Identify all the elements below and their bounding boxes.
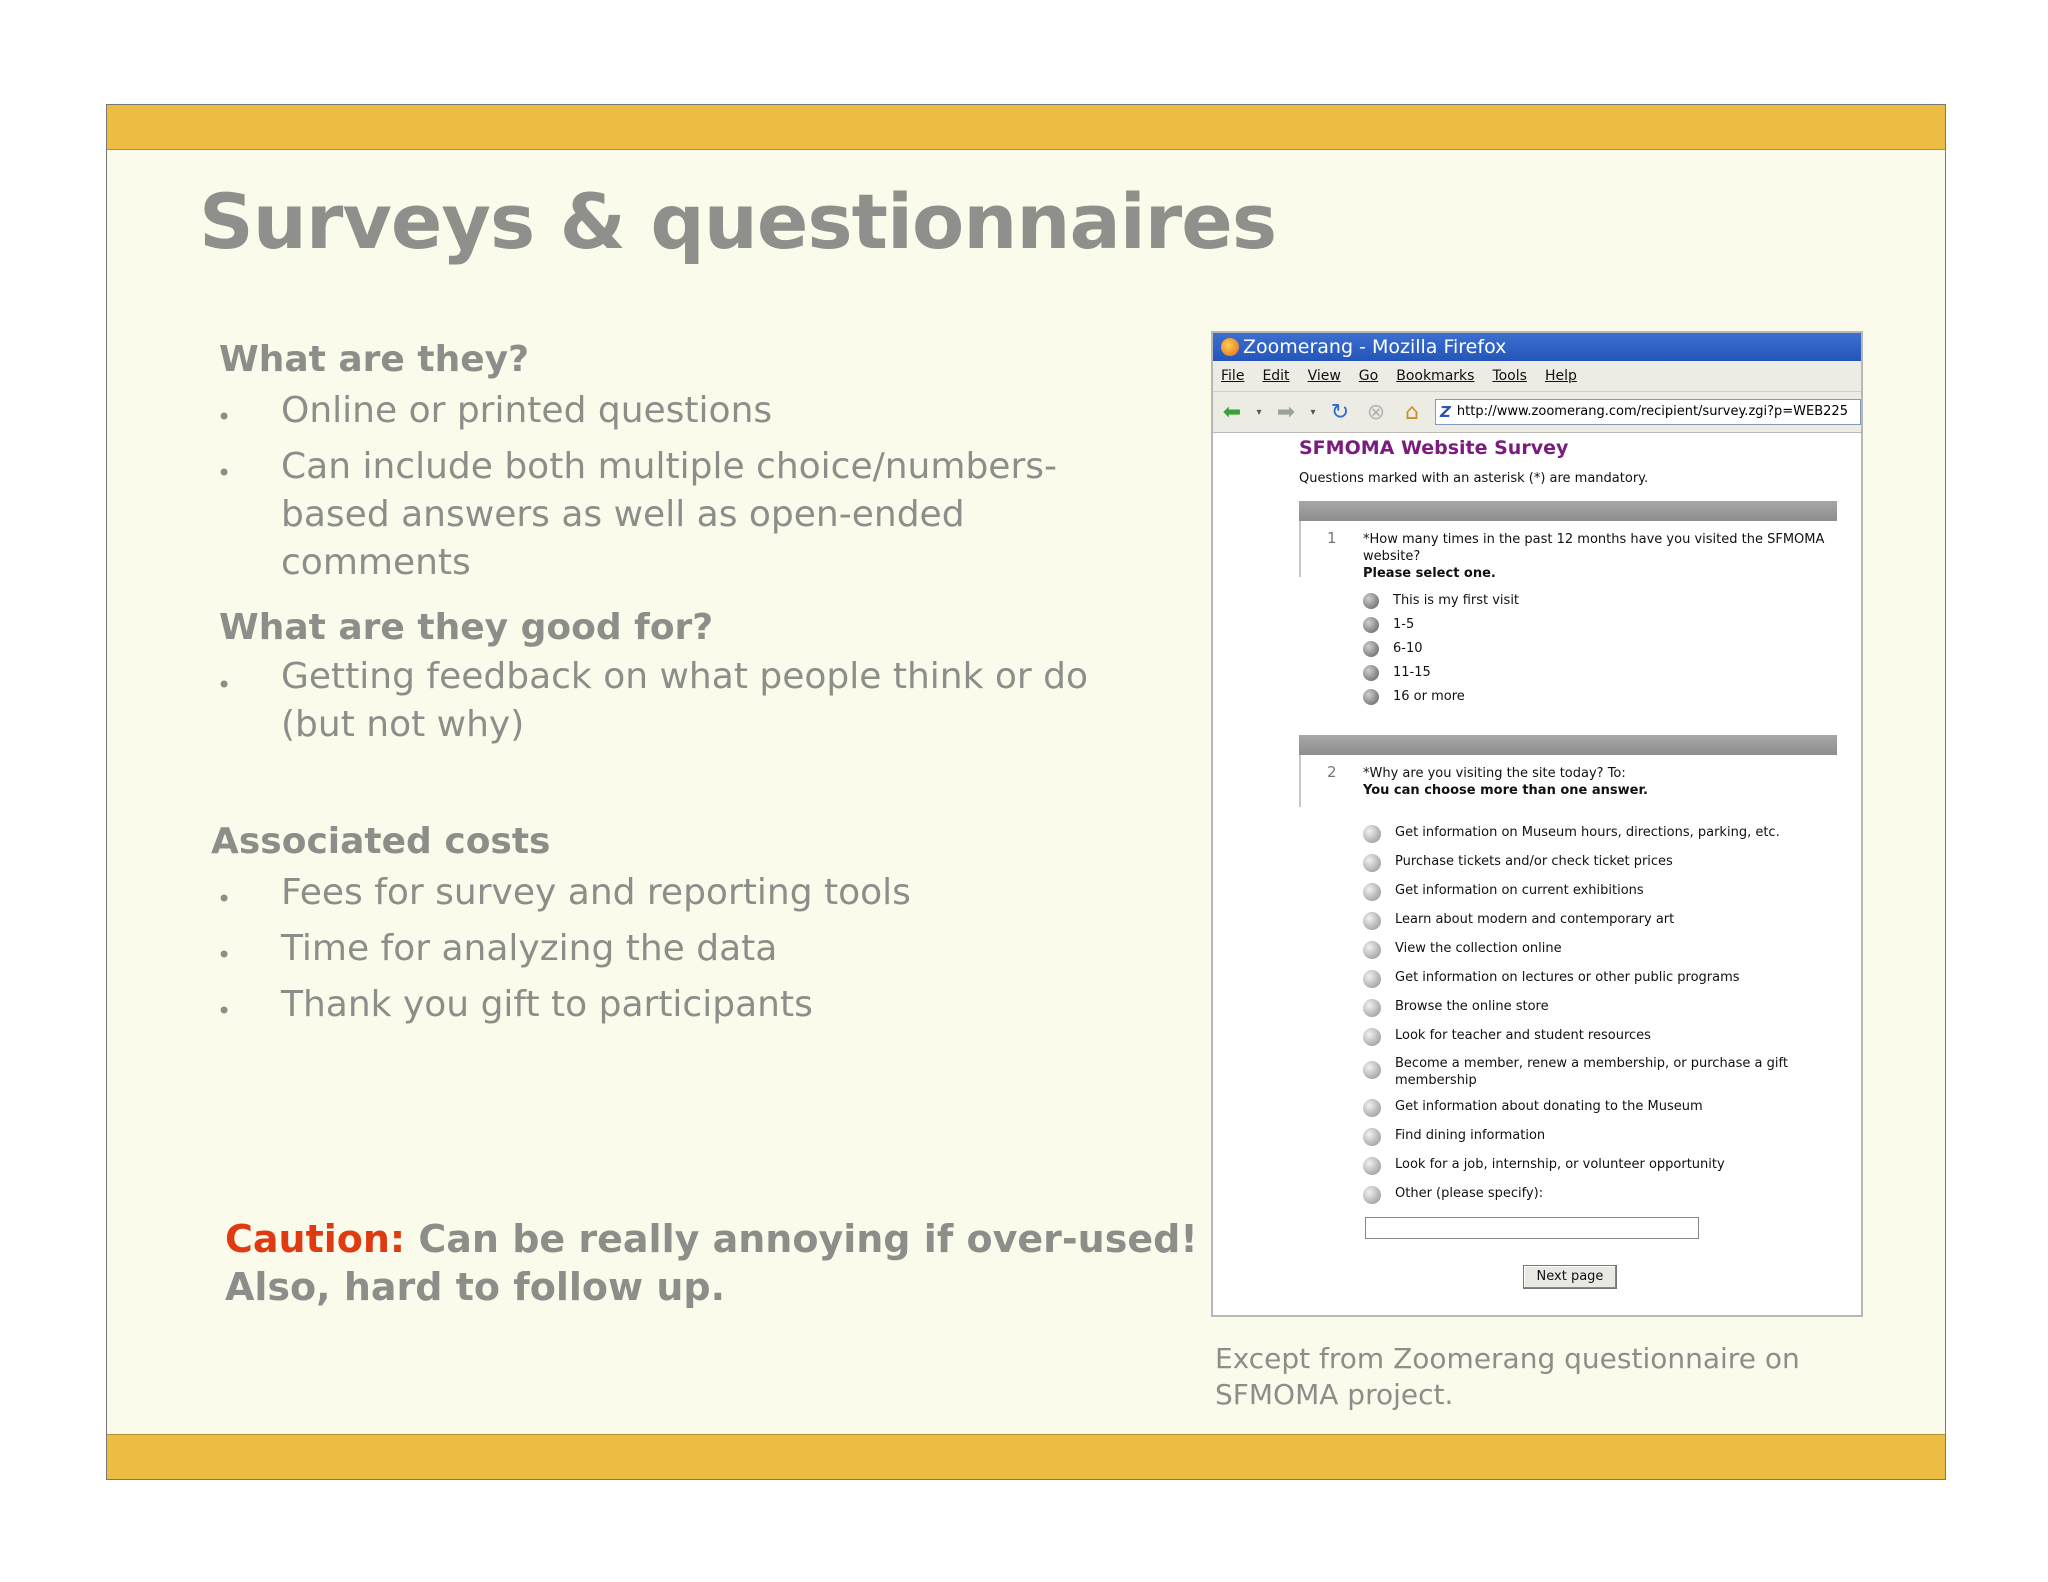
- checkbox-button[interactable]: [1363, 1128, 1381, 1146]
- question-1-prompt: *How many times in the past 12 months have you visited the SFMOMA website?: [1363, 532, 1825, 564]
- q2-option[interactable]: [1363, 1157, 1725, 1175]
- bullet-text: Online or printed questions: [281, 390, 773, 431]
- checkbox-button[interactable]: [1363, 1099, 1381, 1117]
- option-label: Get information on lectures or other public programs: [1395, 970, 1740, 985]
- option-label: Look for a job, internship, or volunteer opportunity: [1395, 1157, 1725, 1172]
- menu-file[interactable]: File: [1221, 368, 1245, 384]
- checkbox-button[interactable]: [1363, 1157, 1381, 1175]
- caution-text: Can be really annoying if over-used!: [418, 1217, 1198, 1261]
- option-label: Get information about donating to the Museum: [1395, 1099, 1703, 1114]
- radio-button[interactable]: [1363, 617, 1379, 633]
- caution-line2: Also, hard to follow up.: [225, 1265, 726, 1309]
- bullet-text: Time for analyzing the data: [281, 928, 778, 969]
- forward-dropdown-icon[interactable]: ▾: [1310, 406, 1316, 418]
- screenshot-caption: Except from Zoomerang questionnaire on SFMOMA project.: [1215, 1342, 1800, 1411]
- question-1-text: [1363, 531, 1833, 582]
- checkbox-button[interactable]: [1363, 1028, 1381, 1046]
- caution-note: [225, 1215, 1198, 1311]
- question-1-divider: [1299, 521, 1301, 577]
- q2-option[interactable]: [1363, 970, 1740, 988]
- survey-title: SFMOMA Website Survey: [1299, 437, 1569, 459]
- bullet-text: Can include both multiple choice/numbers-based answers as well as open-ended comments: [281, 446, 1057, 583]
- checkbox-button[interactable]: [1363, 999, 1381, 1017]
- section-heading-what: What are they?: [219, 339, 529, 380]
- q2-option[interactable]: [1363, 1186, 1543, 1204]
- bullet-icon: •: [217, 885, 232, 913]
- q2-option[interactable]: [1363, 1099, 1703, 1117]
- option-label: 11-15: [1393, 665, 1431, 680]
- question-2-divider: [1299, 755, 1301, 807]
- stop-icon[interactable]: ⊗: [1366, 399, 1386, 425]
- option-label: Get information on Museum hours, directions, parking, etc.: [1395, 825, 1780, 840]
- top-band: [107, 105, 1945, 150]
- site-favicon-icon: Z: [1440, 403, 1451, 421]
- forward-arrow-icon[interactable]: ➡: [1276, 399, 1296, 425]
- url-bar[interactable]: [1435, 399, 1861, 425]
- back-dropdown-icon[interactable]: ▾: [1256, 406, 1262, 418]
- survey-page: [1213, 433, 1861, 1293]
- option-label: Look for teacher and student resources: [1395, 1028, 1651, 1043]
- question-1-number: 1: [1327, 529, 1337, 547]
- question-2-prompt: *Why are you visiting the site today? To:: [1363, 766, 1626, 781]
- menu-view[interactable]: View: [1307, 368, 1341, 384]
- bullet-icon: •: [217, 997, 232, 1025]
- option-label: 6-10: [1393, 641, 1423, 656]
- section-heading-costs: Associated costs: [211, 821, 551, 862]
- question-2-number: 2: [1327, 763, 1337, 781]
- url-text: http://www.zoomerang.com/recipient/survey.zgi?p=WEB225: [1456, 404, 1848, 419]
- other-specify-input[interactable]: [1365, 1217, 1699, 1239]
- q2-option[interactable]: [1363, 825, 1780, 843]
- checkbox-button[interactable]: [1363, 912, 1381, 930]
- q2-option[interactable]: [1363, 999, 1549, 1017]
- bullet-text: Fees for survey and reporting tools: [281, 872, 911, 913]
- browser-screenshot: [1211, 331, 1863, 1317]
- option-label: View the collection online: [1395, 941, 1562, 956]
- menu-tools[interactable]: Tools: [1492, 368, 1527, 384]
- option-label: 16 or more: [1393, 689, 1465, 704]
- radio-button[interactable]: [1363, 665, 1379, 681]
- menu-go[interactable]: Go: [1358, 368, 1379, 384]
- back-arrow-icon[interactable]: ⬅: [1222, 399, 1242, 425]
- question-2-header-bar: [1299, 735, 1837, 755]
- checkbox-button[interactable]: [1363, 1186, 1381, 1204]
- checkbox-button[interactable]: [1363, 854, 1381, 872]
- option-label: Other (please specify):: [1395, 1186, 1544, 1201]
- radio-button[interactable]: [1363, 641, 1379, 657]
- q1-option[interactable]: [1363, 617, 1414, 633]
- radio-button[interactable]: [1363, 593, 1379, 609]
- checkbox-button[interactable]: [1363, 825, 1381, 843]
- q2-option[interactable]: [1363, 941, 1562, 959]
- survey-note: Questions marked with an asterisk (*) are mandatory.: [1299, 471, 1649, 486]
- option-label: Get information on current exhibitions: [1395, 883, 1644, 898]
- option-label: Find dining information: [1395, 1128, 1546, 1143]
- q2-option[interactable]: [1363, 1028, 1651, 1046]
- bullet-text: Thank you gift to participants: [281, 984, 813, 1025]
- option-label: Become a member, renew a membership, or purchase a gift membership: [1395, 1056, 1788, 1088]
- bottom-band: [107, 1434, 1945, 1479]
- browser-toolbar: [1213, 392, 1861, 433]
- next-page-button[interactable]: Next page: [1523, 1265, 1617, 1289]
- option-label: Purchase tickets and/or check ticket prices: [1395, 854, 1673, 869]
- option-label: This is my first visit: [1393, 593, 1520, 608]
- window-title: Zoomerang - Mozilla Firefox: [1243, 336, 1507, 358]
- bullet-icon: •: [217, 459, 232, 487]
- q2-option[interactable]: [1363, 1055, 1803, 1089]
- section-heading-good-for: What are they good for?: [219, 607, 714, 648]
- option-label: 1-5: [1393, 617, 1415, 632]
- home-icon[interactable]: ⌂: [1405, 399, 1419, 425]
- browser-titlebar: [1213, 333, 1861, 361]
- q1-option[interactable]: [1363, 593, 1519, 609]
- bullet-text: Getting feedback on what people think or do (but not why): [281, 656, 1089, 745]
- option-label: Browse the online store: [1395, 999, 1549, 1014]
- option-label: Learn about modern and contemporary art: [1395, 912, 1675, 927]
- bullet-icon: •: [217, 671, 232, 699]
- q2-option[interactable]: [1363, 883, 1644, 901]
- question-1-header-bar: [1299, 501, 1837, 521]
- q1-option[interactable]: [1363, 665, 1431, 681]
- bullet-icon: •: [217, 403, 232, 431]
- slide: [106, 104, 1946, 1480]
- q1-option[interactable]: [1363, 689, 1465, 705]
- checkbox-button[interactable]: [1363, 1061, 1381, 1079]
- reload-icon[interactable]: ↻: [1330, 399, 1350, 425]
- checkbox-button[interactable]: [1363, 970, 1381, 988]
- radio-button[interactable]: [1363, 689, 1379, 705]
- menu-bookmarks[interactable]: Bookmarks: [1396, 368, 1475, 384]
- caution-label: Caution:: [225, 1217, 406, 1261]
- q2-option[interactable]: [1363, 854, 1673, 872]
- firefox-icon: [1221, 338, 1239, 356]
- menu-edit[interactable]: Edit: [1262, 368, 1290, 384]
- checkbox-button[interactable]: [1363, 883, 1381, 901]
- checkbox-button[interactable]: [1363, 941, 1381, 959]
- slide-title: Surveys & questionnaires: [199, 177, 1277, 266]
- q1-option[interactable]: [1363, 641, 1423, 657]
- question-1-instruction: Please select one.: [1363, 566, 1496, 581]
- question-2-text: [1363, 765, 1833, 799]
- question-2-instruction: You can choose more than one answer.: [1363, 783, 1648, 798]
- q2-option[interactable]: [1363, 912, 1674, 930]
- menu-help[interactable]: Help: [1544, 368, 1577, 384]
- q2-option[interactable]: [1363, 1128, 1545, 1146]
- browser-menubar: [1213, 361, 1861, 392]
- bullet-icon: •: [217, 941, 232, 969]
